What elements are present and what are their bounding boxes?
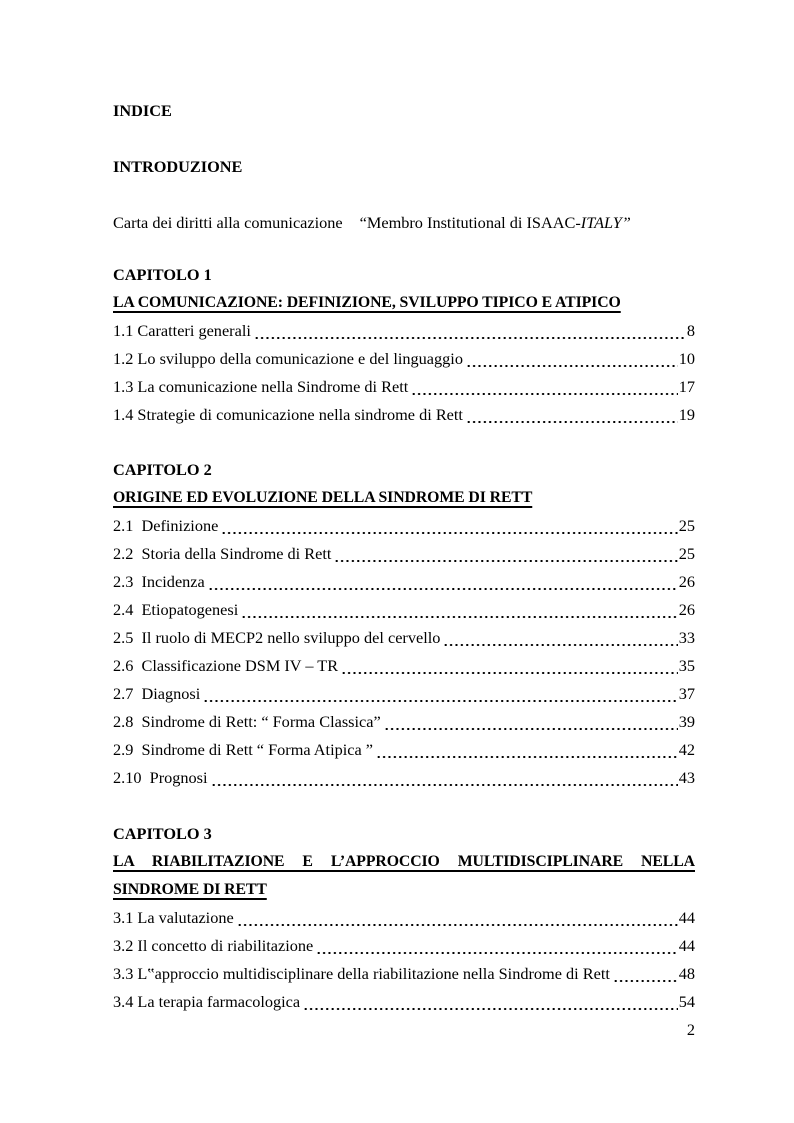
chapter-2-title: ORIGINE ED EVOLUZIONE DELLA SINDROME DI RETT <box>113 489 533 506</box>
toc-entry <box>113 904 695 932</box>
toc-entry <box>113 596 695 624</box>
toc-leader-dots <box>334 540 677 568</box>
chapter-2-heading: CAPITOLO 2 <box>113 460 212 479</box>
toc-entry-label: 3.4 La terapia farmacologica <box>113 992 301 1011</box>
toc-entry <box>113 932 695 960</box>
toc-entry-page: 8 <box>686 321 695 340</box>
toc-entry-label: 2.5 Il ruolo di MECP2 nello sviluppo del cervello <box>113 628 441 647</box>
toc-entry-label: 2.4 Etiopatogenesi <box>113 600 239 619</box>
toc-entry-label: 2.8 Sindrome di Rett: “ Forma Classica” <box>113 712 381 731</box>
toc-entry <box>113 960 695 988</box>
toc-entry <box>113 764 695 792</box>
toc-entry-page: 43 <box>678 768 695 787</box>
intro-line-quote-italic: ITALY” <box>580 213 631 232</box>
toc-leader-dots <box>203 680 677 708</box>
toc-entry-label: 2.2 Storia della Sindrome di Rett <box>113 544 332 563</box>
toc-entry <box>113 624 695 652</box>
page-number: 2 <box>686 1020 695 1039</box>
toc-leader-dots <box>241 596 677 624</box>
toc-entry-page: 26 <box>678 572 695 591</box>
toc-entry-label: 1.1 Caratteri generali <box>113 321 251 340</box>
toc-entry-label: 2.3 Incidenza <box>113 572 205 591</box>
toc-leader-dots <box>254 317 686 345</box>
toc-leader-dots <box>341 652 678 680</box>
toc-entry <box>113 540 695 568</box>
toc-entry-page: 54 <box>678 992 695 1011</box>
toc-entry <box>113 512 695 540</box>
chapter-1-section <box>113 261 695 429</box>
toc-entry <box>113 401 695 429</box>
toc-entry-label: 2.7 Diagnosi <box>113 684 201 703</box>
toc-entry <box>113 708 695 736</box>
toc-entry-label: 2.9 Sindrome di Rett “ Forma Atipica ” <box>113 740 374 759</box>
toc-leader-dots <box>316 932 677 960</box>
toc-entry-page: 25 <box>678 516 695 535</box>
toc-entry-page: 44 <box>678 936 695 955</box>
toc-entry-page: 19 <box>678 405 695 424</box>
chapter-1-heading: CAPITOLO 1 <box>113 265 212 284</box>
toc-entry <box>113 317 695 345</box>
toc-entry-page: 33 <box>678 628 695 647</box>
toc-entry-page: 44 <box>678 908 695 927</box>
chapter-1-title: LA COMUNICAZIONE: DEFINIZIONE, SVILUPPO TIPICO E ATIPICO <box>113 294 621 311</box>
toc-leader-dots <box>613 960 678 988</box>
toc-entry <box>113 652 695 680</box>
toc-entry-label: 2.10 Prognosi <box>113 768 208 787</box>
toc-entry-label: 1.4 Strategie di comunicazione nella sindrome di Rett <box>113 405 463 424</box>
toc-entry-page: 37 <box>678 684 695 703</box>
intro-line-quote: “Membro Institutional di ISAAC- <box>359 213 581 232</box>
toc-leader-dots <box>237 904 678 932</box>
toc-leader-dots <box>384 708 678 736</box>
toc-entry-label: 2.1 Definizione <box>113 516 219 535</box>
toc-entry-page: 10 <box>678 349 695 368</box>
toc-entry-page: 17 <box>678 377 695 396</box>
toc-entry-label: 3.3 L‟approccio multidisciplinare della riabilitazione nella Sindrome di Rett <box>113 964 610 983</box>
introduction-heading: INTRODUZIONE <box>113 157 243 176</box>
chapter-3-title-line1: LA RIABILITAZIONE E L’APPROCCIO MULTIDISCIPLINARE NELLA <box>113 853 695 870</box>
toc-leader-dots <box>411 373 677 401</box>
toc-entry-label: 1.2 Lo sviluppo della comunicazione e del linguaggio <box>113 349 463 368</box>
toc-entry-page: 48 <box>678 964 695 983</box>
toc-entry <box>113 680 695 708</box>
toc-entry-label: 2.6 Classificazione DSM IV – TR <box>113 656 339 675</box>
toc-leader-dots <box>211 764 678 792</box>
intro-line-text: Carta dei diritti alla comunicazione <box>113 213 343 232</box>
toc-entry-page: 26 <box>678 600 695 619</box>
document-title: INDICE <box>113 101 172 120</box>
toc-leader-dots <box>466 401 678 429</box>
intro-communication-line <box>113 209 695 237</box>
toc-leader-dots <box>466 345 678 373</box>
toc-entry-page: 25 <box>678 544 695 563</box>
toc-entry <box>113 345 695 373</box>
toc-entry <box>113 373 695 401</box>
toc-entry-label: 3.1 La valutazione <box>113 908 234 927</box>
toc-leader-dots <box>303 988 678 1016</box>
toc-entry-label: 3.2 Il concetto di riabilitazione <box>113 936 314 955</box>
toc-entry-page: 35 <box>678 656 695 675</box>
chapter-2-section <box>113 456 695 792</box>
toc-entry-label: 1.3 La comunicazione nella Sindrome di Rett <box>113 377 409 396</box>
chapter-3-title-line2: SINDROME DI RETT <box>113 881 267 898</box>
toc-entry-page: 39 <box>678 712 695 731</box>
toc-leader-dots <box>208 568 678 596</box>
toc-entry <box>113 568 695 596</box>
chapter-3-heading: CAPITOLO 3 <box>113 824 212 843</box>
toc-leader-dots <box>376 736 678 764</box>
toc-leader-dots <box>221 512 677 540</box>
toc-entry <box>113 988 695 1016</box>
toc-leader-dots <box>443 624 677 652</box>
chapter-3-section <box>113 820 695 1016</box>
toc-entry <box>113 736 695 764</box>
toc-entry-page: 42 <box>678 740 695 759</box>
